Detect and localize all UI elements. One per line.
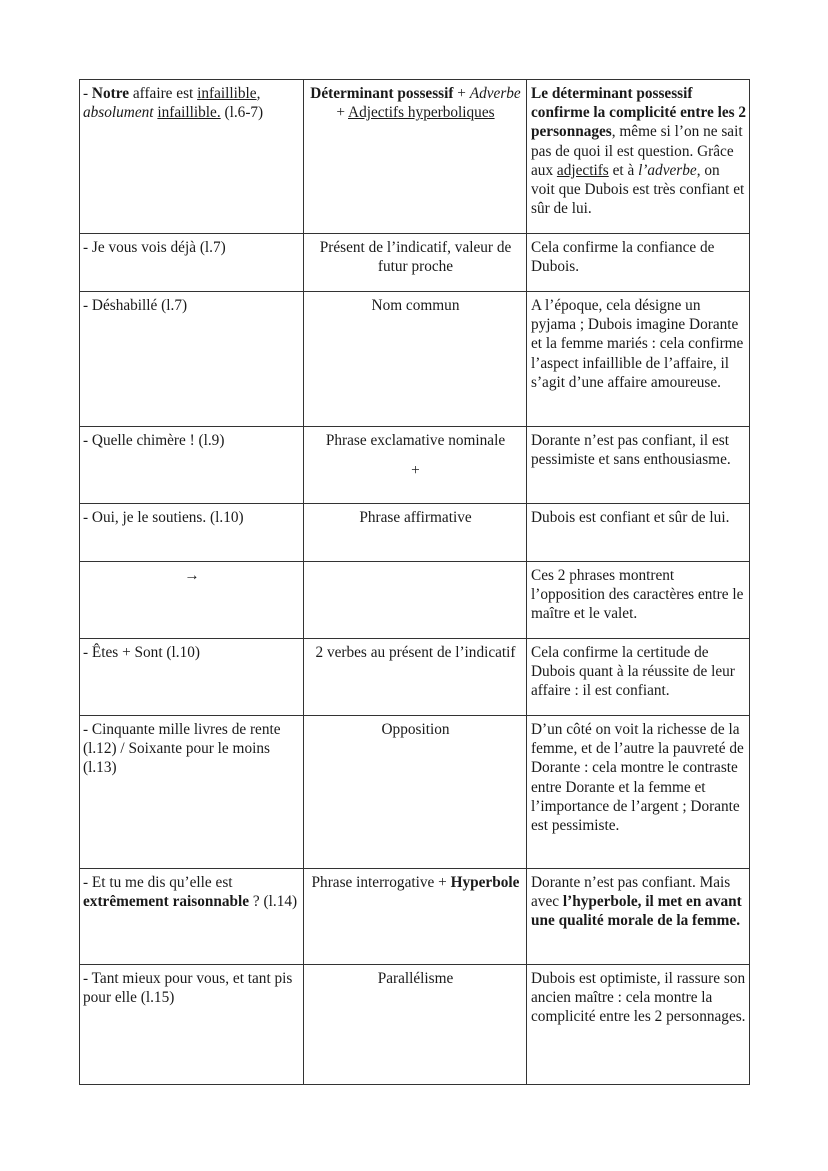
device-cell xyxy=(304,427,527,504)
italic-text: l’adverbe xyxy=(638,161,697,179)
quote-cell: - Déshabillé (l.7) xyxy=(80,292,304,427)
device-cell: Parallélisme xyxy=(304,965,527,1085)
bold-text: Le déterminant possessif confirme la complicité entre les 2 personnages xyxy=(531,85,747,141)
table-row xyxy=(80,716,750,869)
underlined-text: infaillible. xyxy=(157,104,221,122)
table-row xyxy=(80,80,750,234)
interpretation-cell: Dorante n’est pas confiant. Mais avec l’hyperbole, il met en avant une qualité morale de la femme. xyxy=(527,869,750,965)
interpretation-cell: Dubois est confiant et sûr de lui. xyxy=(527,504,750,562)
device-cell: Opposition xyxy=(304,716,527,869)
bold-text: l’hyperbole, il met en avant une qualité morale de la femme. xyxy=(531,893,742,930)
bold-text: Déterminant possessif xyxy=(310,85,454,102)
table-row xyxy=(80,234,750,292)
table-row xyxy=(80,965,750,1085)
analysis-table xyxy=(79,79,750,1085)
table-row xyxy=(80,292,750,427)
italic-text: absolument xyxy=(83,104,154,122)
underlined-text: Adjectifs hyperboliques xyxy=(348,104,495,122)
interpretation-cell: Cela confirme la certitude de Dubois quant à la réussite de leur affaire : il est confiant. xyxy=(527,639,750,716)
device-cell: Phrase affirmative xyxy=(304,504,527,562)
right-arrow-icon: → xyxy=(184,567,200,584)
device-text: Phrase exclamative nominale xyxy=(325,432,506,449)
quote-cell: - Notre affaire est infaillible, absolument infaillible. (l.6-7) xyxy=(80,80,304,234)
interpretation-cell: Dorante n’est pas confiant, il est pessimiste et sans enthousiasme. xyxy=(527,427,750,504)
italic-text: Adverbe xyxy=(469,85,521,102)
underlined-text: adjectifs xyxy=(556,161,609,179)
device-cell: Présent de l’indicatif, valeur de futur proche xyxy=(304,234,527,292)
table-row xyxy=(80,427,750,504)
quote-cell: - Quelle chimère ! (l.9) xyxy=(80,427,304,504)
table-row xyxy=(80,504,750,562)
arrow-cell xyxy=(80,562,304,639)
device-cell: Nom commun xyxy=(304,292,527,427)
interpretation-cell: D’un côté on voit la richesse de la femme, et de l’autre la pauvreté de Dorante : cela montre le contraste entre Dorante et la femme et l’importance de l’argent ; Dorante est pessimiste. xyxy=(527,716,750,869)
interpretation-cell: Dubois est optimiste, il rassure son ancien maître : cela montre la complicité entre les 2 personnages. xyxy=(527,965,750,1085)
bold-text: extrêmement raisonnable xyxy=(83,893,250,911)
quote-cell: - Je vous vois déjà (l.7) xyxy=(80,234,304,292)
device-cell: Déterminant possessif + Adverbe + Adjectifs hyperboliques xyxy=(304,80,527,234)
bold-text: Notre xyxy=(91,85,130,102)
interpretation-cell: Le déterminant possessif confirme la complicité entre les 2 personnages, même si l’on ne sait pas de quoi il est question. Grâce aux adjectifs et à l’adverbe, on voit que Dubois est très confiant et sûr de lui. xyxy=(527,80,750,234)
table-row xyxy=(80,562,750,639)
quote-cell: - Tant mieux pour vous, et tant pis pour elle (l.15) xyxy=(80,965,304,1085)
bold-text: Hyperbole xyxy=(450,874,520,891)
interpretation-cell: A l’époque, cela désigne un pyjama ; Dubois imagine Dorante et la femme mariés : cela confirme l’aspect infaillible de l’affaire, il s’agit d’une affaire amoureuse. xyxy=(527,292,750,427)
interpretation-cell: Cela confirme la confiance de Dubois. xyxy=(527,234,750,292)
quote-cell: - Cinquante mille livres de rente (l.12) / Soixante pour le moins (l.13) xyxy=(80,716,304,869)
analysis-table-page xyxy=(79,79,749,1085)
device-cell: 2 verbes au présent de l’indicatif xyxy=(304,639,527,716)
device-cell xyxy=(304,562,527,639)
underlined-text: infaillible xyxy=(197,85,257,102)
interpretation-cell: Ces 2 phrases montrent l’opposition des caractères entre le maître et le valet. xyxy=(527,562,750,639)
quote-cell: - Êtes + Sont (l.10) xyxy=(80,639,304,716)
table-row xyxy=(80,869,750,965)
quote-cell: - Oui, je le soutiens. (l.10) xyxy=(80,504,304,562)
table-row xyxy=(80,639,750,716)
device-cell: Phrase interrogative + Hyperbole xyxy=(304,869,527,965)
plus-sign: + xyxy=(411,462,420,480)
quote-cell: - Et tu me dis qu’elle est extrêmement raisonnable ? (l.14) xyxy=(80,869,304,965)
